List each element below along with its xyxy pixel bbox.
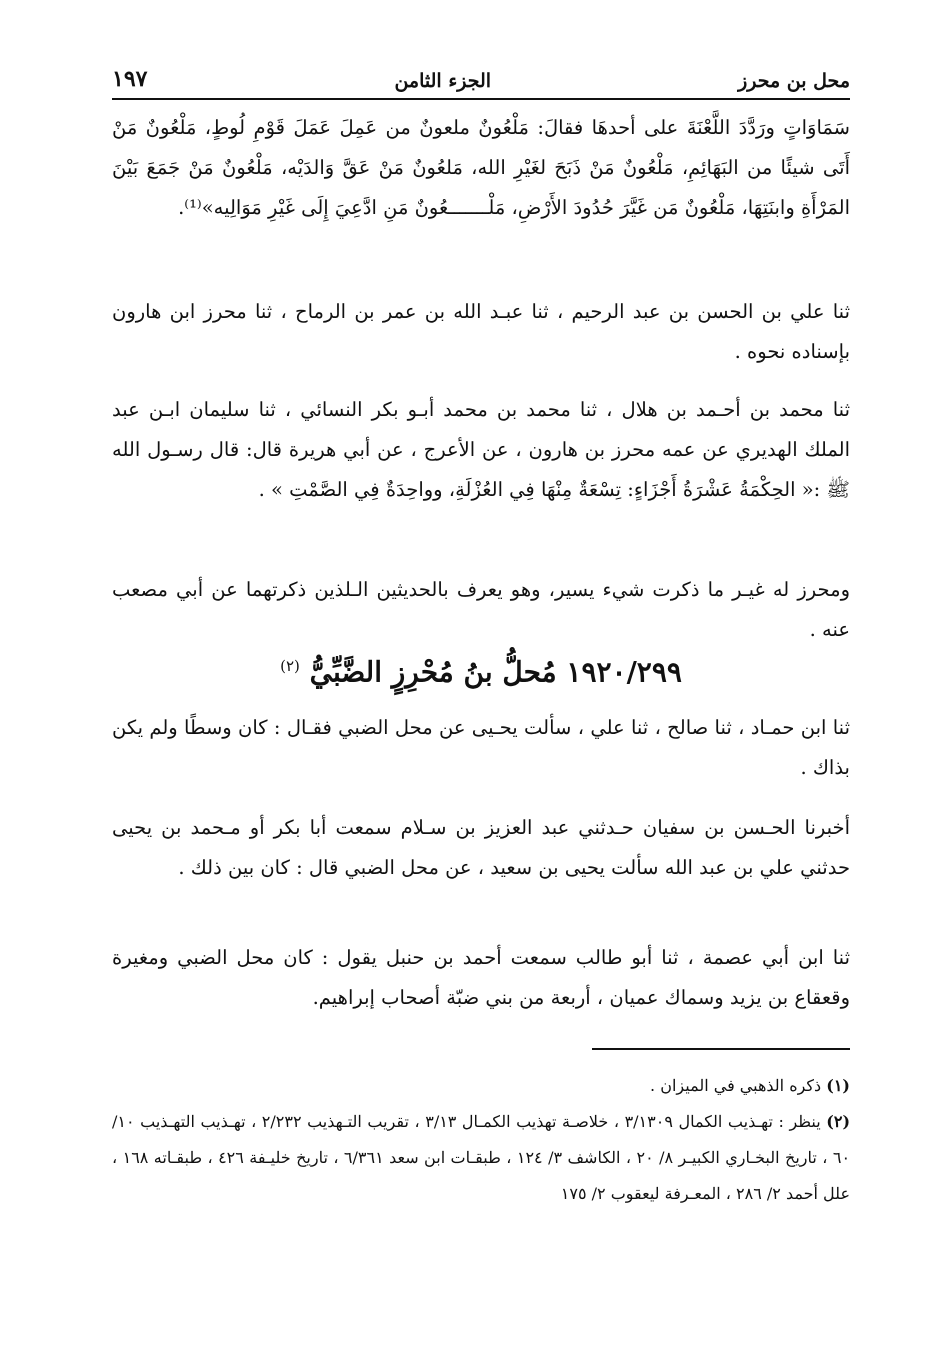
paragraph: ثنا محمد بن أحـمد بن هلال ، ثنا محمد بن محمد أبـو بكر النسائي ، ثنا سليمان ابـن عبد الملك الهديري عن عمه محرز بن هارون ، عن الأعرج ، عن أبي هريرة قال: قال رسـول الله ﷺ :« الحِكْمَةُ عَشْرَةُ أَجْزَاءٍ: تِسْعَةٌ مِنْهَا فِي العُزْلَةِ، وواحِدَةٌ فِي الصَّمْتِ » . — [112, 398, 850, 501]
entry-title-footnote-ref: (٢) — [280, 657, 300, 675]
footnote-number: (٢) — [826, 1112, 851, 1131]
paragraph: سَمَاوَاتٍ ورَدَّدَ اللَّعْنَةَ على أحدهَا فقالَ: مَلْعُونٌ ملعونٌ من عَمِلَ عَمَلَ قَوْمِ لُوطٍ، مَلْعُونٌ مَنْ أَتَى شيئًا من البَهَائِمِ، مَلْعُونٌ مَنْ ذَبَحَ لغَيْرِ الله، مَلعُونٌ مَنْ عَقَّ وَالدَيْه، مَلْعُونٌ مَنْ جَمَعَ بَيْنَ المَرْأَةِ وابنَتِهَا، مَلْعُونٌ مَن غَيَّرَ حُدُودَ الأَرْضِ، مَلْـــــــعُونٌ مَنِ ادَّعِيَ إِلَى غَيْرِ مَوَالِيه»⁽¹⁾. — [112, 116, 850, 219]
hadith-continuation — [112, 108, 850, 228]
commentary-paragraph — [112, 570, 850, 650]
footnote-2 — [112, 1104, 850, 1212]
footnotes — [112, 1068, 850, 1212]
page-header — [112, 58, 850, 100]
entry-title: ١٩٢٠/٢٩٩ مُحلُّ بنُ مُحْرِزٍ الضَّبِّيُّ — [309, 655, 682, 689]
footnote-text: ينظر : تهـذيب الكمال ٣/١٣٠٩ ، خلاصـة تهذيب الكمـال ٣/١٣ ، تقريب التـهذيب ٢/٢٣٢ ، تهـذيب التهـذيب ١٠/ ٦٠ ، تاريخ البخـاري الكبيـر ٨/ ٢٠ ، الكاشف ٣/ ١٢٤ ، طبقـات ابن سعد ٦/٣٦١ ، تاريخ خليـفة ٤٢٦ ، طبقـاته ١٦٨ ، علل أحمد ٢/ ٢٨٦ ، المعـرفة ليعقوب ٢/ ١٧٥ — [112, 1112, 851, 1203]
footnote-1 — [112, 1068, 850, 1104]
footnote-number: (١) — [826, 1076, 850, 1095]
running-title: محل بن محرز — [738, 70, 850, 92]
entry-paragraph-2 — [112, 808, 850, 888]
isnad-paragraph — [112, 292, 850, 372]
paragraph: ثنا ابن حمـاد ، ثنا صالح ، ثنا علي ، سألت يحـيى عن محل الضبي فقـال : كان وسطًا ولم يكن بذاك . — [112, 716, 850, 779]
entry-paragraph-1 — [112, 708, 850, 788]
footnote-divider — [592, 1048, 850, 1050]
entry-heading — [112, 644, 850, 694]
volume-title: الجزء الثامن — [394, 70, 492, 92]
paragraph: ثنا علي بن الحسن بن عبد الرحيم ، ثنا عبـد الله بن عمر بن الرماح ، ثنا محرز ابن هارون بإسناده نحوه . — [112, 300, 850, 363]
hadith-paragraph — [112, 390, 850, 510]
page-number: ١٩٧ — [112, 66, 148, 92]
entry-paragraph-3 — [112, 938, 850, 1018]
footnote-text: ذكره الذهبي في الميزان . — [650, 1076, 822, 1095]
paragraph: أخبرنا الحـسن بن سفيان حـدثني عبد العزيز بن سـلام سمعت أبا بكر أو مـحمد بن يحيى حدثني علي بن عبد الله سألت يحيى بن سعيد ، عن محل الضبي قال : كان بين ذلك . — [112, 816, 850, 879]
paragraph: ومحرز له غيـر ما ذكرت شيء يسير، وهو يعرف بالحديثين الـلذين ذكرتهما عن أبي مصعب عنه . — [112, 578, 850, 641]
paragraph: ثنا ابن أبي عصمة ، ثنا أبو طالب سمعت أحمد بن حنبل يقول : كان محل الضبي ومغيرة وقعقاع بن يزيد وسماك عميان ، أربعة من بني ضبّة أصحاب إبراهيم. — [112, 946, 850, 1009]
